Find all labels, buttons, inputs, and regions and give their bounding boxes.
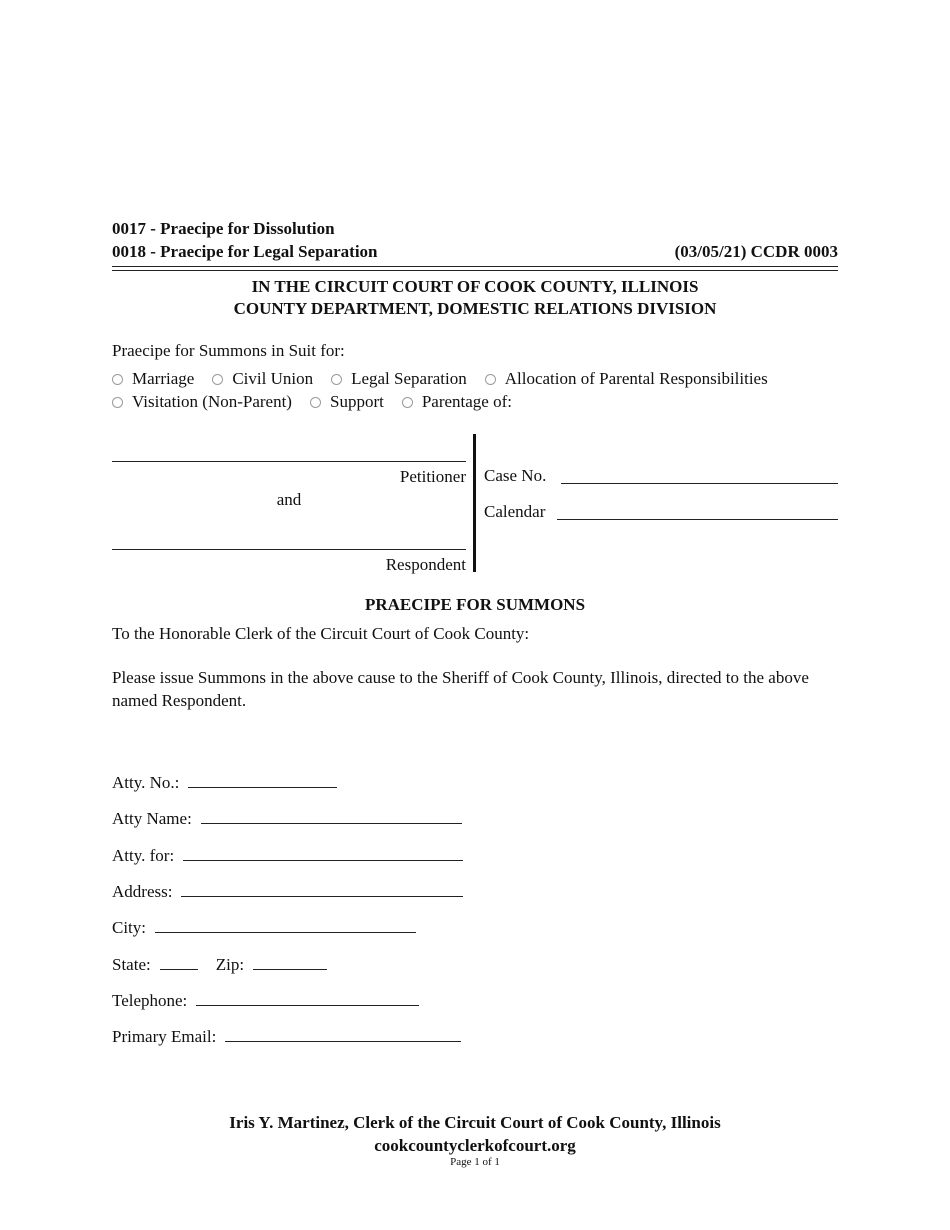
case-no-label: Case No. <box>484 466 547 485</box>
calendar-field[interactable] <box>557 519 838 520</box>
option-support[interactable]: Support <box>310 392 384 412</box>
address-label: Address: <box>112 882 173 901</box>
radio-button[interactable] <box>310 397 321 408</box>
zip-field[interactable] <box>253 955 327 970</box>
radio-button[interactable] <box>112 374 123 385</box>
atty-no-label: Atty. No.: <box>112 773 180 792</box>
petitioner-name-line[interactable] <box>112 461 466 462</box>
petitioner-label: Petitioner <box>399 467 466 486</box>
state-field[interactable] <box>160 955 198 970</box>
atty-for-field[interactable] <box>183 846 463 861</box>
option-legal-separation[interactable]: Legal Separation <box>331 369 467 389</box>
form-number-legal-separation: 0018 - Praecipe for Legal Separation <box>112 242 378 261</box>
option-civil-union[interactable]: Civil Union <box>212 369 313 389</box>
calendar-label: Calendar <box>484 502 546 521</box>
form-code: (03/05/21) CCDR 0003 <box>674 242 838 261</box>
atty-for-row <box>112 846 463 866</box>
radio-button[interactable] <box>212 374 223 385</box>
telephone-field[interactable] <box>196 991 419 1006</box>
clerk-website: cookcountyclerkofcourt.org <box>374 1136 576 1155</box>
salutation: To the Honorable Clerk of the Circuit Court of Cook County: <box>112 624 530 643</box>
email-row <box>112 1027 461 1047</box>
atty-name-row <box>112 809 462 829</box>
atty-no-field[interactable] <box>188 773 337 788</box>
state-label: State: <box>112 955 151 974</box>
clerk-name: Iris Y. Martinez, Clerk of the Circuit Court of Cook County, Illinois <box>229 1113 721 1132</box>
suit-options-row-1 <box>112 369 786 389</box>
praecipe-heading: PRAECIPE FOR SUMMONS <box>364 595 586 614</box>
court-title-line-1: IN THE CIRCUIT COURT OF COOK COUNTY, ILLINOIS <box>251 277 699 296</box>
state-zip-row <box>112 955 327 975</box>
and-label: and <box>276 490 302 509</box>
address-row <box>112 882 463 902</box>
respondent-name-line[interactable] <box>112 549 466 550</box>
address-field[interactable] <box>181 882 463 897</box>
atty-name-field[interactable] <box>201 809 462 824</box>
option-marriage[interactable]: Marriage <box>112 369 194 389</box>
suit-label: Praecipe for Summons in Suit for: <box>112 341 345 360</box>
email-field[interactable] <box>225 1027 461 1042</box>
header-rule-top <box>112 266 838 267</box>
request-paragraph: Please issue Summons in the above cause to the Sheriff of Cook County, Illinois, directed to the above named Respondent. <box>112 668 809 710</box>
telephone-label: Telephone: <box>112 991 188 1010</box>
atty-name-label: Atty Name: <box>112 809 192 828</box>
suit-options-row-2 <box>112 392 530 412</box>
email-label: Primary Email: <box>112 1027 217 1046</box>
court-title-line-2: COUNTY DEPARTMENT, DOMESTIC RELATIONS DIVISION <box>233 299 717 318</box>
header-rule-bottom <box>112 270 838 271</box>
city-field[interactable] <box>155 918 416 933</box>
atty-for-label: Atty. for: <box>112 846 175 865</box>
page-number: Page 1 of 1 <box>450 1156 500 1168</box>
city-row <box>112 918 416 938</box>
radio-button[interactable] <box>331 374 342 385</box>
case-no-field[interactable] <box>561 483 838 484</box>
radio-button[interactable] <box>112 397 123 408</box>
option-allocation-parental-responsibilities[interactable]: Allocation of Parental Responsibilities <box>485 369 768 389</box>
city-label: City: <box>112 918 147 937</box>
caption-divider <box>473 434 476 572</box>
option-visitation-non-parent[interactable]: Visitation (Non-Parent) <box>112 392 292 412</box>
zip-label: Zip: <box>215 955 245 974</box>
form-number-dissolution: 0017 - Praecipe for Dissolution <box>112 219 335 238</box>
telephone-row <box>112 991 419 1011</box>
option-parentage-of[interactable]: Parentage of: <box>402 392 512 412</box>
respondent-label: Respondent <box>385 555 466 574</box>
radio-button[interactable] <box>485 374 496 385</box>
atty-no-row <box>112 773 337 793</box>
radio-button[interactable] <box>402 397 413 408</box>
